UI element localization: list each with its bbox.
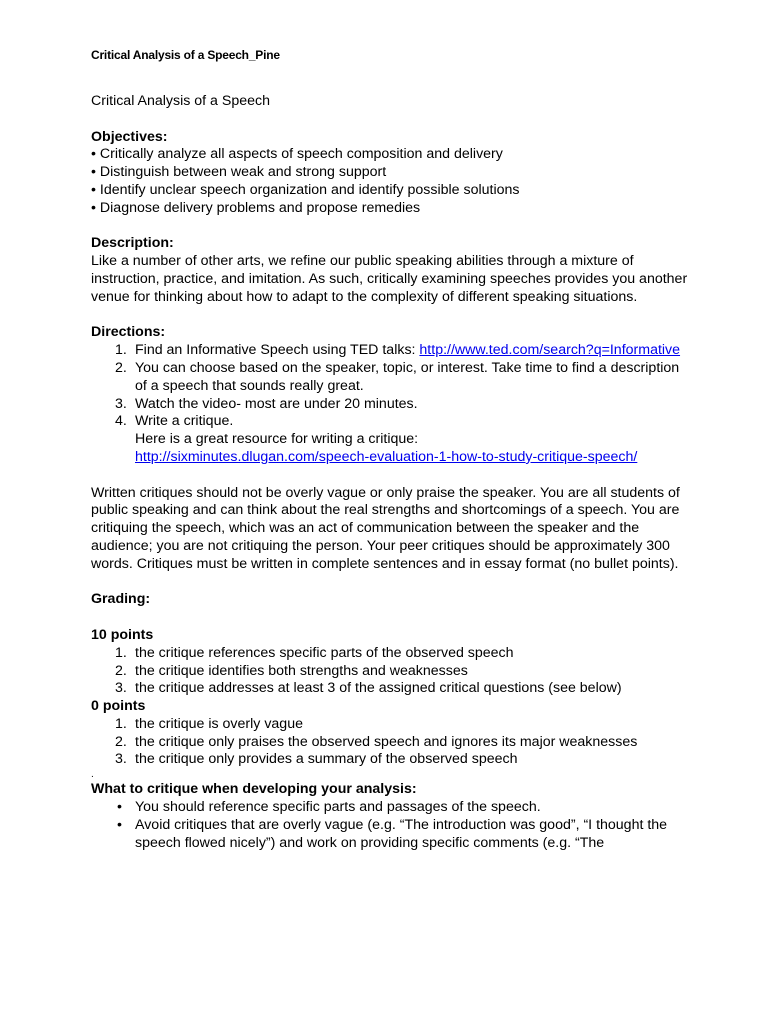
critique-tip <box>91 817 691 853</box>
critique-resource-link[interactable]: http://sixminutes.dlugan.com/speech-evaluation-1-how-to-study-critique-speech/ <box>135 448 638 465</box>
ted-search-link[interactable]: http://www.ted.com/search?q=Informative <box>419 342 681 359</box>
ten-points-item <box>91 663 691 681</box>
ten-points-item <box>91 680 691 698</box>
list-number: 1. <box>115 715 127 732</box>
grading-criterion: the critique identifies both strengths and weaknesses <box>135 662 468 679</box>
critique-paragraph: Written critiques should not be overly vague or only praise the speaker. You are all students of public speaking and can think about the real strengths and shortcomings of a speech. You are critiquing the speech, which was an act of communication between the speaker and the audience; you are not critiquing the person. Your peer critiques should be approximately 300 words. Critiques must be written in complete sentences and in essay format (no bullet points). <box>91 484 680 572</box>
step-text: Write a critique. <box>135 413 234 430</box>
what-to-critique-heading: What to critique when developing your analysis: <box>91 781 417 798</box>
zero-points-item <box>91 716 691 734</box>
grading-criterion: the critique only praises the observed speech and ignores its major weaknesses <box>135 733 638 750</box>
directions-step-3 <box>91 396 691 414</box>
step-text: Find an Informative Speech using TED talks: <box>135 342 420 359</box>
zero-points-item <box>91 734 691 752</box>
step-text: Watch the video- most are under 20 minutes. <box>135 395 418 412</box>
objective-item: • Distinguish between weak and strong support <box>91 164 387 181</box>
zero-points-heading: 0 points <box>91 698 146 715</box>
directions-step-4 <box>91 413 691 466</box>
document-body <box>91 93 691 852</box>
bullet-icon: • <box>117 799 122 816</box>
grading-criterion: the critique addresses at least 3 of the assigned critical questions (see below) <box>135 680 622 697</box>
stray-mark: . <box>91 769 94 781</box>
tip-text: You should reference specific parts and passages of the speech. <box>135 799 541 816</box>
objective-item: • Identify unclear speech organization and identify possible solutions <box>91 181 520 198</box>
list-number: 4. <box>115 413 127 430</box>
zero-points-item <box>91 751 691 769</box>
description-text: Like a number of other arts, we refine our public speaking abilities through a mixture of instruction, practice, and imitation. As such, critically examining speeches provides you another venue for thinking about how to adapt to the complexity of different speaking situations. <box>91 253 688 305</box>
objective-item: • Critically analyze all aspects of speech composition and delivery <box>91 146 503 163</box>
list-number: 2. <box>115 662 127 679</box>
ten-points-item <box>91 645 691 663</box>
critique-tip <box>91 799 691 817</box>
list-number: 2. <box>115 733 127 750</box>
list-number: 3. <box>115 680 127 697</box>
step-text: Here is a great resource for writing a critique: <box>135 431 419 448</box>
list-number: 2. <box>115 359 127 376</box>
objectives-heading: Objectives: <box>91 128 168 145</box>
document-title: Critical Analysis of a Speech <box>91 93 271 109</box>
grading-heading: Grading: <box>91 591 151 608</box>
grading-criterion: the critique references specific parts of the observed speech <box>135 644 514 661</box>
directions-heading: Directions: <box>91 324 166 341</box>
tip-text: Avoid critiques that are overly vague (e.g. “The introduction was good”, “I thought the speech flowed nicely”) and work on providing specific comments (e.g. “The <box>135 816 668 851</box>
grading-criterion: the critique is overly vague <box>135 715 303 732</box>
objective-item: • Diagnose delivery problems and propose remedies <box>91 199 421 216</box>
step-text: You can choose based on the speaker, topic, or interest. Take time to find a description of a speech that sounds really great. <box>135 359 680 394</box>
directions-step-2 <box>91 360 691 396</box>
list-number: 1. <box>115 342 127 359</box>
list-number: 1. <box>115 644 127 661</box>
directions-step-1 <box>91 342 691 360</box>
ten-points-heading: 10 points <box>91 626 154 643</box>
page-header: Critical Analysis of a Speech_Pine <box>91 48 280 62</box>
bullet-icon: • <box>117 816 122 833</box>
list-number: 3. <box>115 395 127 412</box>
list-number: 3. <box>115 751 127 768</box>
grading-criterion: the critique only provides a summary of the observed speech <box>135 751 518 768</box>
description-heading: Description: <box>91 235 174 252</box>
